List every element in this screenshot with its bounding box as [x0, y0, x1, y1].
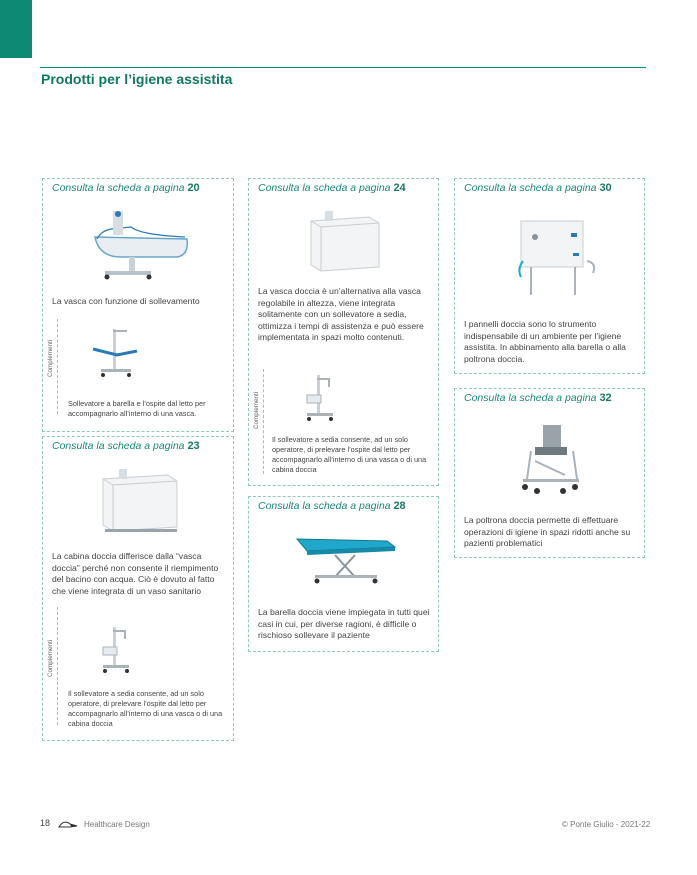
card-description: La vasca con funzione di sollevamento: [52, 296, 200, 306]
chair-lift-image: [303, 373, 339, 423]
card-description: La cabina doccia differisce dalla “vasca doccia” perché non consente il riempimento del bacino con acqua. Ciò è dovuto al fatto che viene integrata di un vaso sanitario: [52, 551, 219, 596]
complement-label: Complementi: [253, 391, 260, 429]
card-head[interactable]: [464, 182, 612, 194]
corner-accent-block: [0, 0, 32, 58]
card-head[interactable]: [52, 182, 200, 194]
page-title: Prodotti per l’igiene assistita: [41, 71, 233, 87]
complement-divider: [57, 607, 58, 725]
shower-bathtub-image: [305, 207, 385, 279]
card-page-23: [42, 436, 234, 741]
shower-panel-image: [513, 217, 603, 301]
card-page-number: 24: [393, 182, 406, 194]
shower-cabin-image: [97, 465, 183, 537]
card-page-number: 23: [187, 440, 200, 452]
stretcher-lift-image: [91, 325, 143, 381]
complement-description: Il sollevatore a sedia consente, ad un solo operatore, di prelevare l’ospite dal letto per accompagnarlo all’interno di una vasca o di una cabina doccia: [272, 435, 427, 474]
footer-copyright: © Ponte Giulio - 2021-22: [562, 820, 651, 829]
card-page-24: [248, 178, 439, 486]
card-head-label: Consulta la scheda a pagina: [52, 182, 188, 194]
complement-description: Sollevatore a barella e l’ospite dal letto per accompagnarlo all’interno di una vasca.: [68, 399, 206, 418]
card-head-label: Consulta la scheda a pagina: [464, 182, 600, 194]
card-page-number: 20: [187, 182, 200, 194]
footer-brand: Healthcare Design: [84, 820, 150, 829]
shower-trolley-image: [295, 527, 397, 587]
card-page-number: 32: [599, 392, 612, 404]
card-head[interactable]: [258, 500, 406, 512]
complement-divider: [57, 319, 58, 414]
card-description: I pannelli doccia sono lo strumento indispensabile di un ambiente per l’igiene assistita. In abbinamento alla barella o alla poltrona doccia.: [464, 319, 626, 364]
complement-label: Complementi: [47, 639, 54, 677]
card-head-label: Consulta la scheda a pagina: [464, 392, 600, 404]
chair-lift-image: [99, 625, 135, 675]
header-rule: [40, 67, 646, 68]
shower-chair-image: [517, 421, 583, 499]
card-page-number: 30: [599, 182, 612, 194]
lifting-bathtub-image: [91, 205, 191, 283]
card-page-number: 28: [393, 500, 406, 512]
card-head-label: Consulta la scheda a pagina: [258, 500, 394, 512]
card-description: La barella doccia viene impiegata in tutti quei casi in cui, per diverse ragioni, è difficile o rischioso sollevare il paziente: [258, 607, 430, 640]
card-head[interactable]: [258, 182, 406, 194]
card-page-20: [42, 178, 234, 432]
card-head[interactable]: [52, 440, 200, 452]
card-head-label: Consulta la scheda a pagina: [258, 182, 394, 194]
card-description: La poltrona doccia permette di effettuare operazioni di igiene in spazi ridotti anche su pazienti problematici: [464, 515, 631, 548]
brand-logo-icon: [58, 820, 78, 828]
card-page-28: [248, 496, 439, 652]
card-head[interactable]: [464, 392, 612, 404]
card-description: La vasca doccia è un’alternativa alla vasca regolabile in altezza, viene integrata solitamente con un sollevatore a sedia, ottimizza i tempi di assistenza e può essere implementata in spazi molto contenuti.: [258, 286, 424, 342]
card-page-30: [454, 178, 645, 374]
card-page-32: [454, 388, 645, 558]
page-number: 18: [40, 818, 51, 828]
complement-divider: [263, 369, 264, 474]
complement-label: Complementi: [47, 339, 54, 377]
card-head-label: Consulta la scheda a pagina: [52, 440, 188, 452]
complement-description: Il sollevatore a sedia consente, ad un solo operatore, di prelevare l’ospite dal letto per accompagnarlo all’interno di una vasca o di una cabina doccia: [68, 689, 223, 728]
